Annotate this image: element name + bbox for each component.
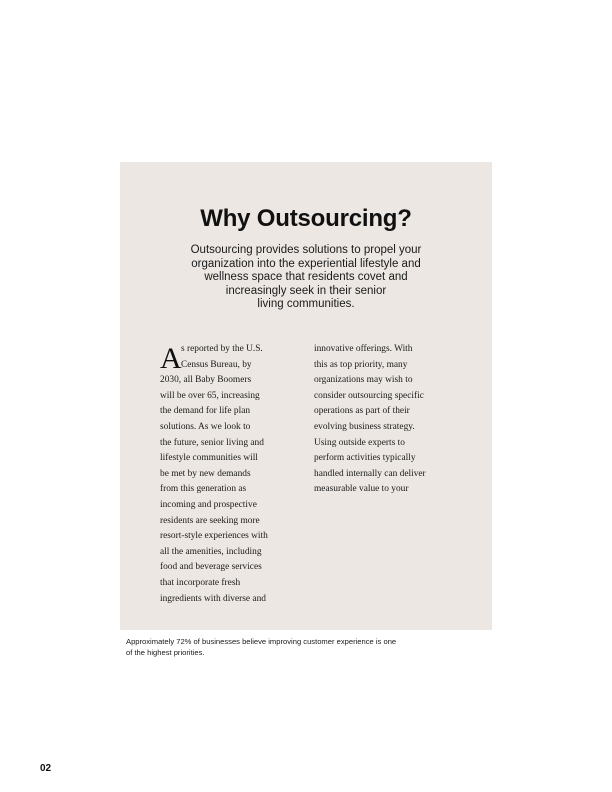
intro-line: Outsourcing provides solutions to propel your (190, 244, 422, 256)
body-column-left (160, 342, 300, 607)
intro-line: wellness space that residents covet and (204, 271, 408, 283)
body-line: residents are seeking more (160, 515, 260, 526)
body-line: 2030, all Baby Boomers (160, 375, 252, 386)
body-line: this as top priority, many (314, 359, 408, 370)
content-panel (120, 162, 492, 630)
body-line: measurable value to your (314, 484, 409, 495)
body-line: incoming and prospective (160, 499, 257, 510)
page-number: 02 (40, 763, 52, 774)
intro-line: increasingly seek in their senior (225, 284, 387, 297)
caption-line: of the highest priorities. (126, 647, 205, 657)
body-line: be met by new demands (160, 468, 251, 479)
body-line: the demand for life plan (160, 406, 251, 417)
caption-line: Approximately 72% of businesses believe improving customer experience is one (126, 637, 397, 646)
body-line: Using outside experts to (314, 437, 405, 448)
body-line: that incorporate fresh (160, 577, 241, 588)
body-line: all the amenities, including (160, 546, 262, 557)
body-line: perform activities typically (314, 453, 416, 464)
body-line: from this generation as (160, 484, 247, 495)
intro-line: organization into the experiential lifestyle and (191, 257, 421, 270)
body-line: operations as part of their (314, 406, 410, 417)
body-line: resort-style experiences with (160, 531, 268, 542)
body-line: organizations may wish to (314, 375, 413, 386)
body-line: innovative offerings. With (314, 344, 413, 354)
caption (126, 637, 446, 658)
body-line: lifestyle communities will (160, 453, 258, 464)
intro-paragraph (168, 244, 444, 312)
body-line: evolving business strategy. (314, 421, 415, 432)
body-column-right (314, 342, 454, 498)
body-line: food and beverage services (160, 562, 262, 573)
body-line: ingredients with diverse and (160, 593, 266, 604)
body-line: s reported by the U.S. (181, 344, 263, 354)
intro-line: living communities. (257, 298, 355, 310)
page-title: Why Outsourcing? (200, 205, 412, 232)
body-line: solutions. As we look to (160, 421, 251, 432)
body-line: consider outsourcing specific (314, 390, 424, 401)
body-line: the future, senior living and (160, 437, 264, 448)
body-line: handled internally can deliver (314, 468, 426, 479)
body-line: Census Bureau, by (181, 359, 252, 370)
drop-cap: A (160, 342, 182, 375)
body-line: will be over 65, increasing (160, 390, 260, 401)
